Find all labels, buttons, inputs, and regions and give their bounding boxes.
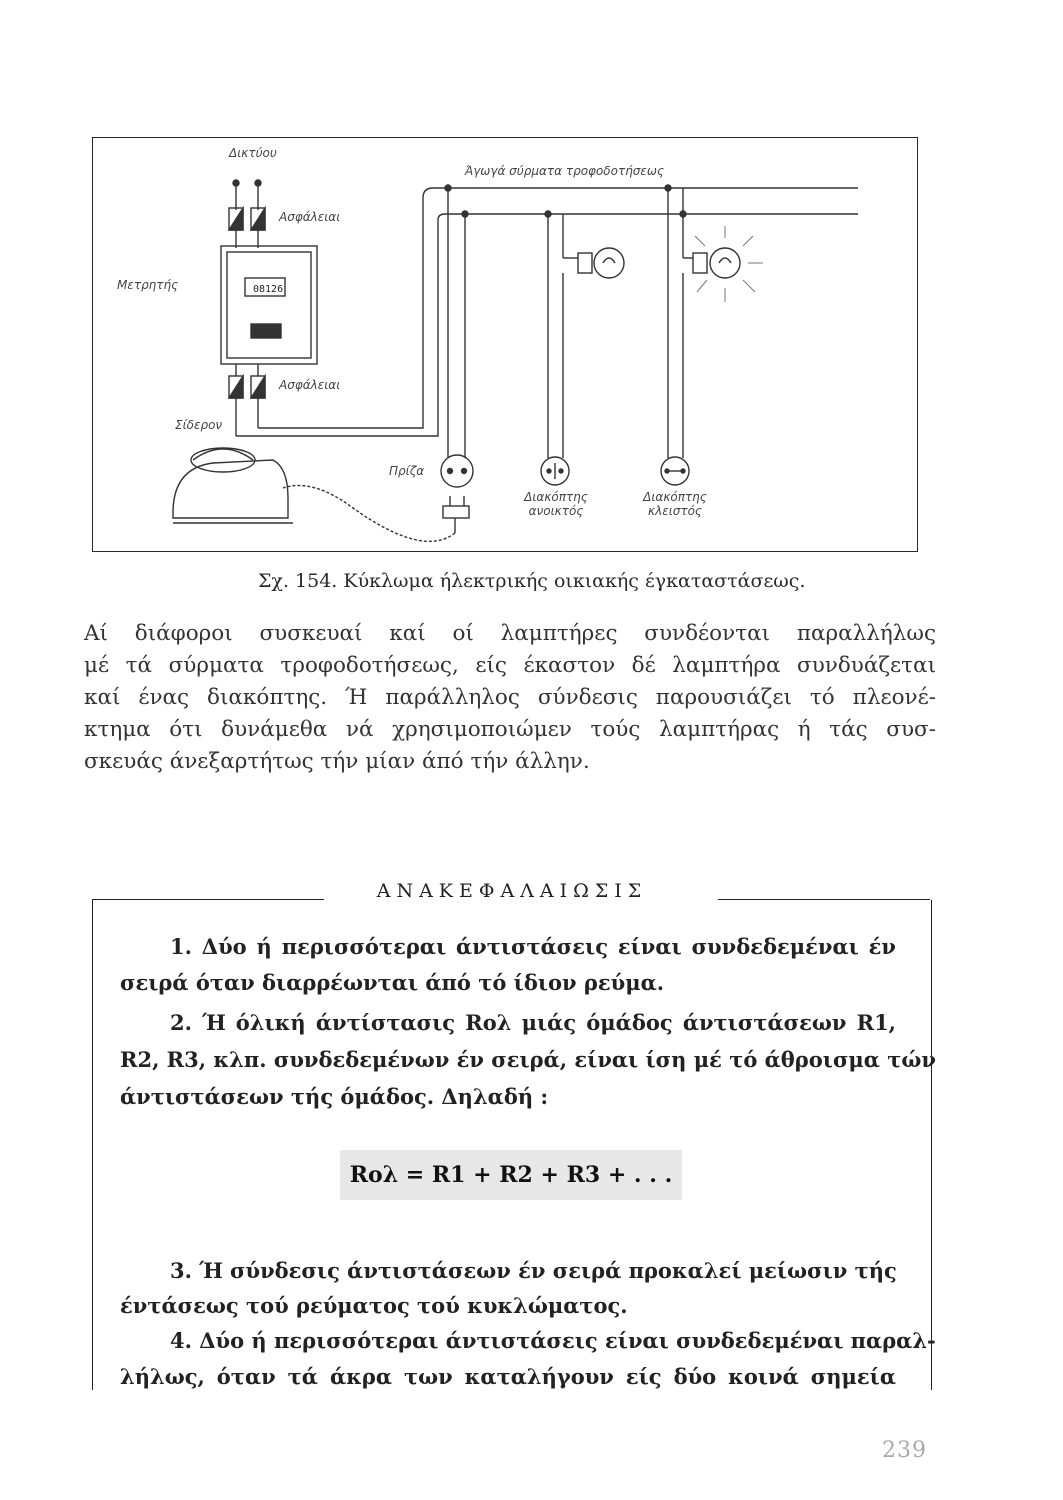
meter-reading: 08126 (253, 284, 284, 295)
paragraph-line: σκευάς άνεξαρτήτως τήν μίαν άπό τήν άλλην. (84, 749, 590, 774)
paragraph-line: κτημα ότι δυνάμεθα νά χρησιμοποιώμεν τούς λαμπτήρας ή τάς συσ- (84, 717, 936, 742)
summary-line: λήλως, όταν τά άκρα των καταλήγουν είς δύο κοινά σημεία (120, 1364, 896, 1389)
label-socket: Πρίζα (389, 464, 425, 478)
label-iron: Σίδερον (175, 418, 223, 432)
label-fuses-bottom: Ασφάλειαι (279, 378, 341, 392)
paragraph-line: μέ τά σύρματα τροφοδοτήσεως, είς έκαστον δέ λαμπτήρα συνδυάζεται (84, 653, 936, 678)
paragraph-line: Αί διάφοροι συσκευαί καί οί λαμπτήρες συνδέονται παραλλήλως (84, 621, 936, 646)
summary-line: έντάσεως τού ρεύματος τού κυκλώματος. (120, 1293, 628, 1318)
summary-title-text: ΑΝΑΚΕΦΑΛΑΙΩΣΙΣ (376, 880, 648, 902)
summary-line: σειρά όταν διαρρέωνται άπό τό ίδιον ρεύμα. (120, 970, 665, 995)
circuit-diagram (93, 138, 919, 553)
summary-line: R2, R3, κλπ. συνδεδεμένων έν σειρά, είναι ίση μέ τό άθροισμα τών (120, 1047, 936, 1072)
summary-line: 2. Ή όλική άντίστασις Rολ μιάς όμάδος άντιστάσεων R1, (170, 1010, 896, 1035)
label-switch-closed: Διακόπτης κλειστός (643, 490, 707, 518)
summary-line: 1. Δύο ή περισσότεραι άντιστάσεις είναι συνδεδεμέναι έν (170, 934, 896, 959)
circuit-figure (92, 137, 918, 552)
summary-heading (92, 880, 932, 902)
summary-line: άντιστάσεων τής όμάδος. Δηλαδή : (120, 1084, 549, 1109)
figure-caption: Σχ. 154. Κύκλωμα ήλεκτρικής οικιακής έγκαταστάσεως. (258, 570, 806, 592)
page-number: 239 (882, 1438, 927, 1463)
label-fuses-top: Ασφάλειαι (279, 210, 341, 224)
paragraph-line: καί ένας διακόπτης. Ή παράλληλος σύνδεσις παρουσιάζει τό πλεονέ- (84, 685, 936, 710)
formula: Rολ = R1 + R2 + R3 + . . . (340, 1150, 682, 1200)
summary-line: 3. Ή σύνδεσις άντιστάσεων έν σειρά προκαλεί μείωσιν τής (170, 1258, 897, 1283)
label-supply-wires: Άγωγά σύρματα τροφοδοτήσεως (465, 164, 664, 178)
label-network: Δικτύου (229, 146, 277, 160)
label-meter: Μετρητής (117, 278, 179, 292)
label-switch-open: Διακόπτης ανοικτός (524, 490, 588, 518)
summary-line: 4. Δύο ή περισσότεραι άντιστάσεις είναι συνδεδεμέναι παραλ- (170, 1328, 936, 1353)
body-paragraph (84, 618, 936, 778)
